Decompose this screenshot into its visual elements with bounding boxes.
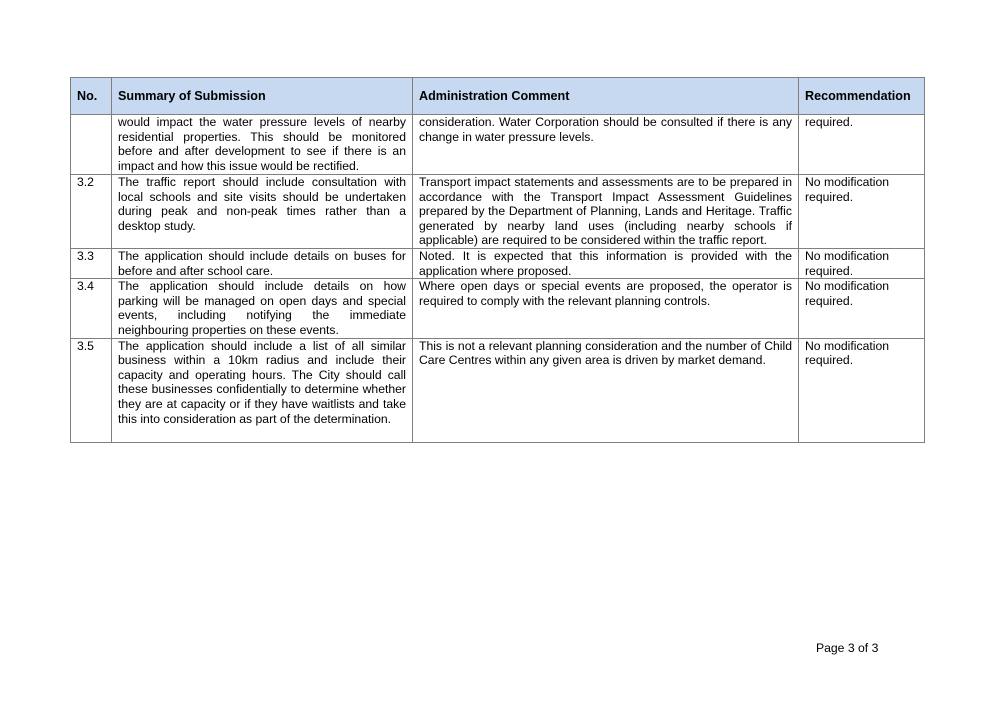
header-summary: Summary of Submission xyxy=(112,78,413,115)
page-number: Page 3 of 3 xyxy=(816,641,879,655)
table-row xyxy=(71,279,925,338)
row-number: 3.5 xyxy=(71,338,112,442)
header-recommendation: Recommendation xyxy=(799,78,925,115)
submissions-table xyxy=(70,77,925,443)
row-admin-comment: This is not a relevant planning consideration and the number of Child Care Centres within any given area is driven by market demand. xyxy=(413,338,799,442)
row-recommendation: No modification required. xyxy=(799,338,925,442)
table-row xyxy=(71,338,925,442)
table-header-row xyxy=(71,78,925,115)
row-admin-comment: Transport impact statements and assessments are to be prepared in accordance with the Transport Impact Assessment Guidelines prepared by the Department of Planning, Lands and Heritage. Traffic generated by nearby land uses (including nearby schools if applicable) are required to be considered within the traffic report. xyxy=(413,175,799,249)
row-summary: The application should include a list of all similar business within a 10km radius and include their capacity and operating hours. The City should call these businesses confidentially to determine whether they are at capacity or if they have waitlists and take this into consideration as part of the determination. xyxy=(112,338,413,442)
row-recommendation: No modification required. xyxy=(799,249,925,279)
header-admin-comment: Administration Comment xyxy=(413,78,799,115)
row-summary: The application should include details on buses for before and after school care. xyxy=(112,249,413,279)
row-number: 3.3 xyxy=(71,249,112,279)
table-row xyxy=(71,115,925,175)
row-number xyxy=(71,115,112,175)
row-recommendation: required. xyxy=(799,115,925,175)
row-recommendation: No modification required. xyxy=(799,175,925,249)
table-row xyxy=(71,249,925,279)
row-recommendation: No modification required. xyxy=(799,279,925,338)
table-row xyxy=(71,175,925,249)
row-admin-comment: Where open days or special events are proposed, the operator is required to comply with the relevant planning controls. xyxy=(413,279,799,338)
row-admin-comment: consideration. Water Corporation should be consulted if there is any change in water pressure levels. xyxy=(413,115,799,175)
row-number: 3.2 xyxy=(71,175,112,249)
row-summary: would impact the water pressure levels of nearby residential properties. This should be monitored before and after development to see if there is an impact and how this issue would be rectified. xyxy=(112,115,413,175)
row-admin-comment: Noted. It is expected that this information is provided with the application where proposed. xyxy=(413,249,799,279)
header-no: No. xyxy=(71,78,112,115)
row-summary: The application should include details on how parking will be managed on open days and special events, including notifying the immediate neighbouring properties on these events. xyxy=(112,279,413,338)
row-summary: The traffic report should include consultation with local schools and site visits should be undertaken during peak and non-peak times rather than a desktop study. xyxy=(112,175,413,249)
row-number: 3.4 xyxy=(71,279,112,338)
